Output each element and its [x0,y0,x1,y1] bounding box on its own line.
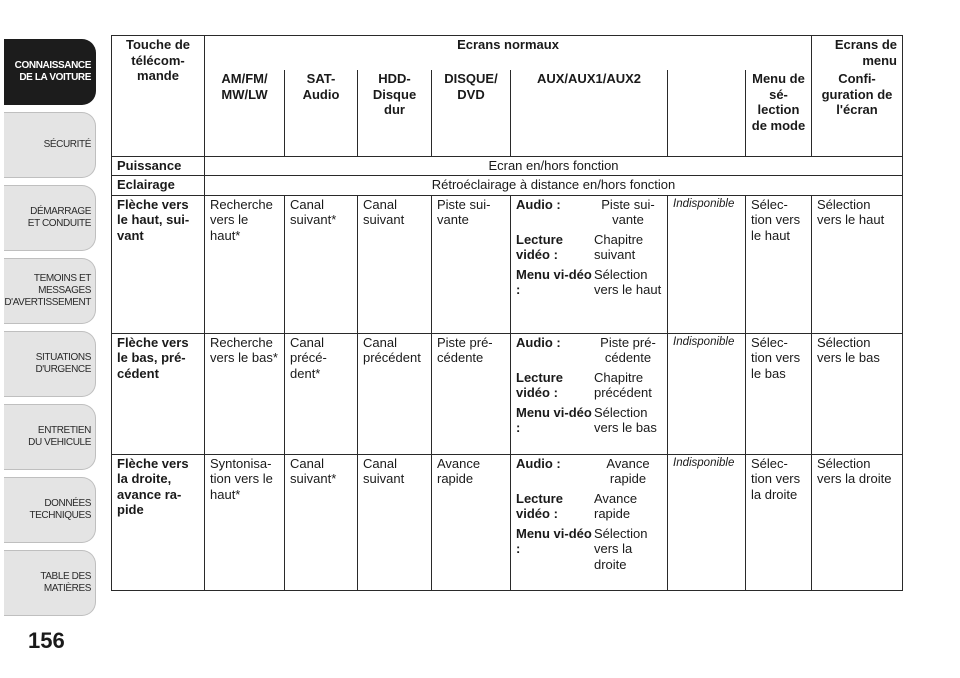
row-label: Flèche vers le bas, pré-cédent [112,333,205,454]
tab-label: TABLE DES MATIÈRES [40,571,91,594]
cell-disque: Piste pré-cédente [432,333,511,454]
cell-hdd: Canal suivant [358,195,432,333]
row-label: Flèche vers le haut, sui-vant [112,195,205,333]
tab-label: DÉMARRAGE ET CONDUITE [27,206,91,229]
eclairage-label: Eclairage [112,176,205,196]
aux-key: Lecture vidéo : [516,231,563,262]
cell-aux [511,195,668,333]
puissance-value: Ecran en/hors fonction [205,156,903,176]
cell-sat-audio: Canal suivant* [285,195,358,333]
tab-table-des-matieres[interactable] [4,550,96,616]
aux-key: Audio : [516,455,561,471]
aux-value: Sélection vers la droite [594,525,648,572]
cell-sat-audio: Canal suivant* [285,454,358,590]
table-row [112,454,903,590]
header-sat-audio: SAT-Audio [285,70,358,156]
cell-menu-mode: Sélec-tion vers le bas [746,333,812,454]
header-menu-mode: Menu de sé-lection de mode [746,70,812,156]
tab-label: ENTRETIEN DU VEHICULE [28,425,91,448]
cell-am-fm: Syntonisa-tion vers le haut* [205,454,285,590]
row-label: Flèche vers la droite, avance ra-pide [112,454,205,590]
header-row [112,36,903,71]
tab-situations-d-urgence[interactable] [4,331,96,397]
tab-entretien-du-vehicule[interactable] [4,404,96,470]
cell-disque: Avance rapide [432,454,511,590]
cell-indisponible: Indisponible [668,454,746,590]
page-number: 156 [28,628,65,653]
aux-value: Piste pré-cédente [600,334,656,365]
header-hdd: HDD-Disque dur [358,70,432,156]
aux-value: Sélection vers le bas [594,404,657,435]
aux-value: Sélection vers le haut [594,266,662,297]
aux-key: Menu vi-déo : [516,525,592,556]
cell-config: Sélection vers le bas [812,333,903,454]
aux-key: Audio : [516,334,561,350]
eclairage-row [112,176,903,196]
table-row [112,195,903,333]
cell-config: Sélection vers le haut [812,195,903,333]
puissance-label: Puissance [112,156,205,176]
aux-value: Avance rapide [606,455,650,486]
cell-disque: Piste sui-vante [432,195,511,333]
header-empty [668,70,746,156]
tab-label: DONNÉES TECHNIQUES [29,498,91,521]
aux-value: Avance rapide [594,490,638,521]
table-row [112,333,903,454]
cell-hdd: Canal suivant [358,454,432,590]
cell-config: Sélection vers la droite [812,454,903,590]
tab-label: CONNAISSANCE DE LA VOITURE [14,60,91,83]
aux-key: Menu vi-déo : [516,266,592,297]
header-ecrans-menu: Ecrans de menu [812,36,903,71]
cell-indisponible: Indisponible [668,333,746,454]
cell-sat-audio: Canal précé-dent* [285,333,358,454]
header-am-fm: AM/FM/ MW/LW [205,70,285,156]
header-aux: AUX/AUX1/AUX2 [511,70,668,156]
tab-label: SÉCURITÉ [43,139,91,150]
cell-am-fm: Recherche vers le bas* [205,333,285,454]
remote-control-table [111,35,903,591]
eclairage-value: Rétroéclairage à distance en/hors fonction [205,176,903,196]
cell-menu-mode: Sélec-tion vers la droite [746,454,812,590]
aux-value: Piste sui-vante [601,196,655,227]
puissance-row [112,156,903,176]
aux-key: Menu vi-déo : [516,404,592,435]
tab-connaissance-de-la-voiture[interactable] [4,39,96,105]
cell-aux [511,454,668,590]
aux-key: Lecture vidéo : [516,490,563,521]
header-touche: Touche de télécom-mande [112,36,205,157]
header-ecrans-normaux: Ecrans normaux [205,36,812,71]
cell-am-fm: Recherche vers le haut* [205,195,285,333]
tab-temoins-et-messages[interactable] [4,258,96,324]
cell-menu-mode: Sélec-tion vers le haut [746,195,812,333]
cell-indisponible: Indisponible [668,195,746,333]
aux-key: Audio : [516,196,561,212]
header-disque-dvd: DISQUE/ DVD [432,70,511,156]
cell-hdd: Canal précédent [358,333,432,454]
tab-label: TEMOINS ET MESSAGES D'AVERTISSEMENT [4,273,91,308]
aux-value: Chapitre précédent [594,369,652,400]
header-config-ecran: Confi-guration de l'écran [812,70,903,156]
aux-key: Lecture vidéo : [516,369,563,400]
subheader-row [112,70,903,156]
tab-demarrage-et-conduite[interactable] [4,185,96,251]
tab-donnees-techniques[interactable] [4,477,96,543]
tab-label: SITUATIONS D'URGENCE [35,352,91,375]
cell-aux [511,333,668,454]
tab-securite[interactable] [4,112,96,178]
aux-value: Chapitre suivant [594,231,644,262]
